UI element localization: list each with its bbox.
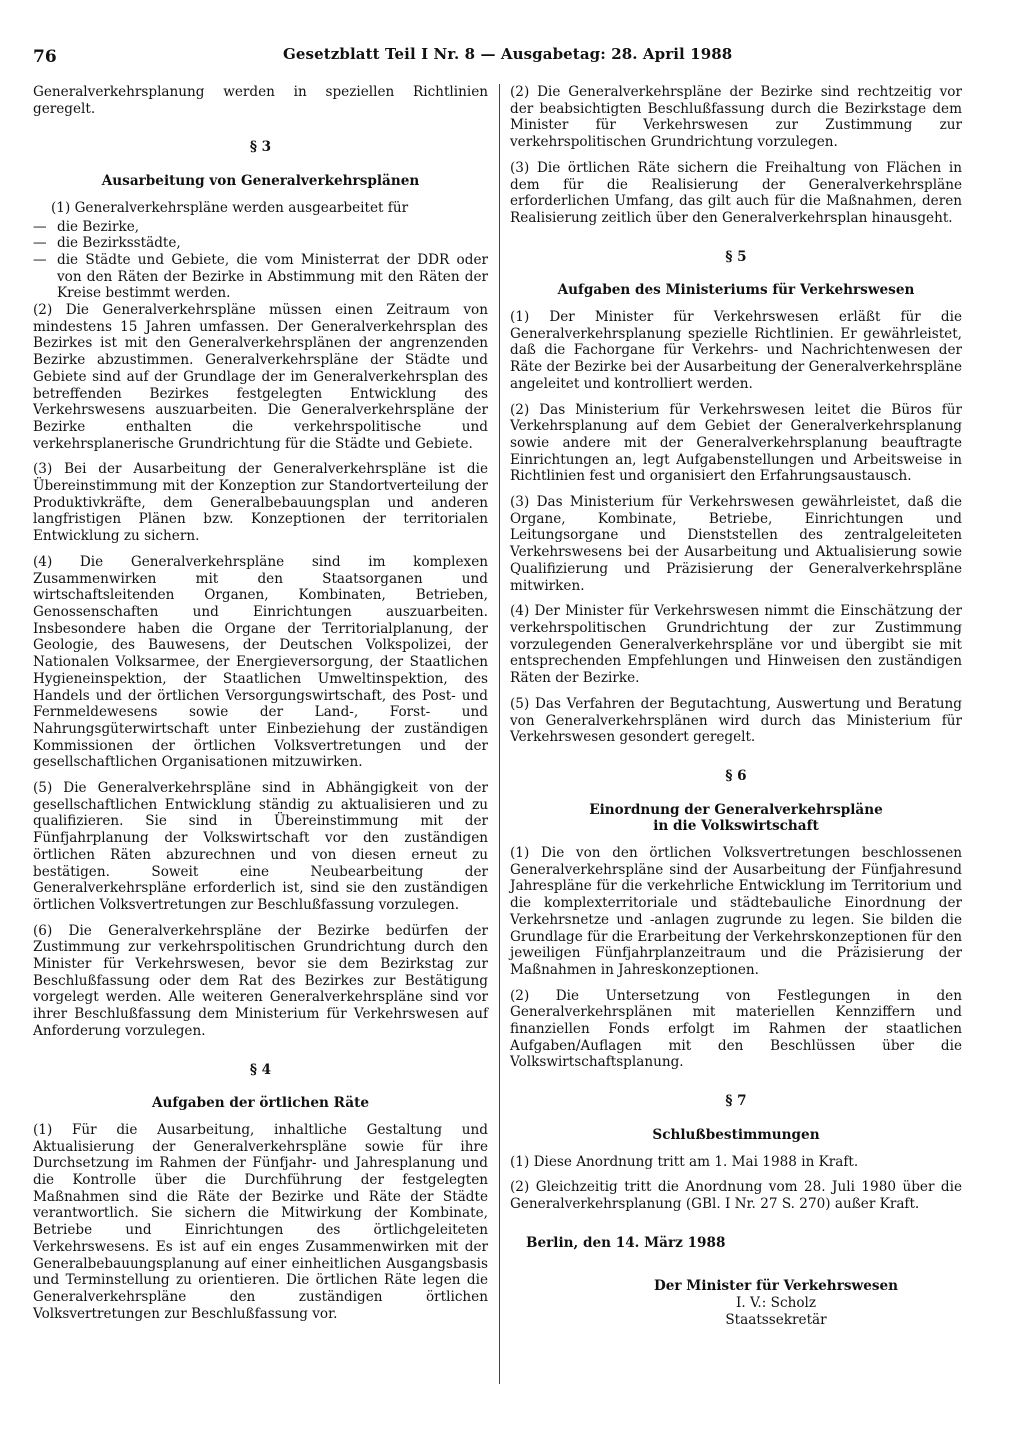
column-divider — [499, 84, 500, 1384]
page-header — [33, 43, 958, 67]
section-7-p1: (1) Diese Anordnung tritt am 1. Mai 1988 in Kraft. — [510, 1153, 859, 1170]
section-5-p2: (2) Das Ministerium für Verkehrswesen leitet die Büros für Verkehrsplanung auf dem Gebiet der Generalverkehrsplanung sowie andere mit der Generalverkehrsplanung beauftragte Einrichtungen an, legt Aufgabenstellungen und Arbeitsweise in Richtlinien fest und organisiert den Erfahrungsaustausch. — [510, 401, 962, 485]
dash-marker: — — [33, 235, 47, 252]
section-3-p6: (6) Die Generalverkehrspläne der Bezirke bedürfen der Zustimmung zur verkehrspolitischen Grundrichtung durch den Minister für Verkehrswesen, bevor sie dem Bezirkstag zur Beschlußfassung oder dem Rat des Bezirkes zur Bestätigung vorgelegt werden. Alle weiteren Generalverkehrspläne sind vor ihrer Beschlußfassung dem Ministerium für Verkehrswesen auf Anforderung vorzulegen. — [33, 922, 488, 1039]
section-4-p1: (1) Für die Ausarbeitung, inhaltliche Gestaltung und Aktualisierung der Generalverkehrspläne sowie für ihre Durchsetzung im Rahmen der Fünfjahr- und Jahresplanung und die Kontrolle über die Durchführung der festgelegten Maßnahmen sind die Räte der Bezirke und Räte der Städte verantwortlich. Sie sichern die Mitwirkung der Kombinate, Betriebe und Einrichtungen des örtlichgeleiteten Verkehrswesens. Es ist auf ein enges Zusammenwirken mit der Generalbebauungsplanung auf einer einheitlichen Ausgangsbasis und Terminstellung zu orientieren. Die örtlichen Räte legen die Generalverkehrspläne den zuständigen örtlichen Volksvertretungen zur Beschlußfassung vor. — [33, 1121, 488, 1322]
section-5-number: § 5 — [725, 248, 747, 265]
section-5-title: Aufgaben des Ministeriums für Verkehrswesen — [557, 282, 915, 299]
section-6-p1: (1) Die von den örtlichen Volksvertretungen beschlossenen Generalverkehrspläne sind der Ausarbeitung der Fünfjahresund Jahrespläne für die verkehrliche Entwicklung im Territorium und die komplexterritoriale und städtebauliche Einordnung der Verkehrsnetze und -anlagen zugrunde zu legen. Sie bilden die Grundlage für die Erarbeitung der Verkehrskonzeptionen für den jeweiligen Fünfjahrplanzeitraum und die Präzisierung der Maßnahmen in Jahreskonzeptionen. — [510, 845, 962, 978]
list-item: — die Bezirksstädte, — [33, 235, 181, 252]
section-7-title: Schlußbestimmungen — [652, 1126, 820, 1143]
place-and-date: Berlin, den 14. März 1988 — [526, 1234, 726, 1251]
signatory-name: I. V.: Scholz — [735, 1295, 817, 1312]
right-column — [510, 84, 962, 1328]
section-4-p3: (3) Die örtlichen Räte sichern die Freihaltung von Flächen in dem für die Realisierung der Generalverkehrspläne erforderlichen Umfang, das gilt auch für die Maßnahmen, deren Realisierung zeitlich über den Generalverkehrsplan hinausgeht. — [510, 159, 962, 226]
dash-marker: — — [33, 218, 47, 235]
page-number: 76 — [33, 47, 57, 67]
section-6-p2: (2) Die Untersetzung von Festlegungen in den Generalverkehrsplänen mit materiellen Kennziffern und finanziellen Fonds erfolgt im Rahmen der staatlichen Aufgaben/Auflagen mit den Beschlüssen über die Volkswirtschaftsplanung. — [510, 987, 962, 1071]
section-3-p4: (4) Die Generalverkehrspläne sind im komplexen Zusammenwirken mit den Staatsorganen und wirtschaftsleitenden Organen, Kombinaten, Betrieben, Genossenschaften und Einrichtungen auszuarbeiten. Insbesondere haben die Organe der Territorialplanung, der Geologie, des Bauwesens, der Deutschen Volkspolizei, der Nationalen Volksarmee, der Energieversorgung, der Staatlichen Hygieneinspektion, der Staatlichen Umweltinspektion, des Handels und der örtlichen Versorgungswirtschaft, des Post- und Fernmeldewesens sowie der Land-, Forst- und Nahrungsgüterwirtschaft unter Einbeziehung der zuständigen Kommissionen der örtlichen Volksvertretungen und der gesellschaftlichen Organisationen mitzuwirken. — [33, 553, 488, 771]
section-3-p3: (3) Bei der Ausarbeitung der Generalverkehrspläne ist die Übereinstimmung mit der Konzeption zur Standortverteilung der Produktivkräfte, dem Generalbebauungsplan und anderen langfristigen Plänen bzw. Konzeptionen der territorialen Entwicklung zu sichern. — [33, 461, 488, 545]
section-7-p2: (2) Gleichzeitig tritt die Anordnung vom 28. Juli 1980 über die Generalverkehrsplanung (GBl. I Nr. 27 S. 270) außer Kraft. — [510, 1179, 962, 1212]
section-3-p1-intro: (1) Generalverkehrspläne werden ausgearbeitet für — [51, 199, 409, 216]
section-6-number: § 6 — [725, 767, 747, 784]
section-4-number: § 4 — [249, 1061, 272, 1078]
section-5-p3: (3) Das Ministerium für Verkehrswesen gewährleistet, daß die Organe, Kombinate, Betriebe, Einrichtungen und Leitungsorgane und Dienststellen des zentralgeleiteten Verkehrswesens bei der Ausarbeitung und Aktualisierung sowie Qualifizierung und Präzisierung der Generalverkehrspläne mitwirken. — [510, 494, 962, 594]
section-4-p2: (2) Die Generalverkehrspläne der Bezirke sind rechtzeitig vor der beabsichtigten Beschlußfassung durch die Bezirkstage dem Minister für Verkehrswesen zur Zustimmung zur verkehrspolitischen Grundrichtung vorzulegen. — [510, 84, 962, 151]
running-head: Gesetzblatt Teil I Nr. 8 — Ausgabetag: 28. April 1988 — [283, 45, 733, 63]
list-item: — die Bezirke, — [33, 218, 140, 235]
dash-marker: — — [33, 251, 47, 268]
left-column — [33, 84, 488, 1331]
section-7-number: § 7 — [725, 1093, 747, 1110]
signatory-rank: Staatssekretär — [725, 1311, 827, 1328]
continuation-paragraph: Generalverkehrsplanung werden in speziellen Richtlinien geregelt. — [33, 84, 488, 117]
section-5-p4: (4) Der Minister für Verkehrswesen nimmt die Einschätzung der verkehrspolitischen Grundrichtung der zur Zustimmung vorzulegenden Generalverkehrspläne vor und übergibt sie mit entsprechenden Empfehlungen und Hinweisen den zuständigen Räten der Bezirke. — [510, 603, 962, 687]
section-3-title: Ausarbeitung von Generalverkehrsplänen — [101, 173, 420, 190]
section-6-title-line1: Einordnung der Generalverkehrspläne — [589, 801, 883, 818]
section-3-p5: (5) Die Generalverkehrspläne sind in Abhängigkeit von der gesellschaftlichen Entwicklung ständig zu aktualisieren und zu qualifizieren. Sie sind in Übereinstimmung mit der Fünfjahrplanung der Volkswirtschaft vor den zuständigen örtlichen Räten abzurechnen und von diesen erneut zu bestätigen. Soweit eine Neubearbeitung der Generalverkehrspläne erforderlich ist, sind sie den zuständigen örtlichen Volksvertretungen zur Beschlußfassung vorzulegen. — [33, 780, 488, 913]
section-6-title-line2: in die Volkswirtschaft — [653, 818, 819, 835]
list-item: — die Städte und Gebiete, die vom Ministerrat der DDR oder von den Räten der Bezirke in Abstimmung mit den Räten der Kreise bestimmt werden. — [33, 251, 488, 302]
section-3-number: § 3 — [249, 139, 272, 156]
section-5-p1: (1) Der Minister für Verkehrswesen erläßt für die Generalverkehrsplanung spezielle Richtlinien. Er gewährleistet, daß die Fachorgane für Verkehrs- und Nachrichtenwesen der Räte der Bezirke bei der Ausarbeitung der Generalverkehrspläne angeleitet und kontrolliert werden. — [510, 309, 962, 392]
section-5-p5: (5) Das Verfahren der Begutachtung, Auswertung und Beratung von Generalverkehrsplänen wird durch das Ministerium für Verkehrswesen gesondert geregelt. — [510, 695, 962, 746]
section-4-title: Aufgaben der örtlichen Räte — [151, 1095, 369, 1112]
signatory-title: Der Minister für Verkehrswesen — [653, 1278, 899, 1295]
section-3-p2: (2) Die Generalverkehrspläne müssen einen Zeitraum von mindestens 15 Jahren umfassen. Der Generalverkehrsplan des Bezirkes ist mit den Generalverkehrsplänen der angrenzenden Bezirke abzustimmen. Generalverkehrspläne der Städte und Gebiete sind auf der Grundlage der im Generalverkehrsplan des betreffenden Bezirkes festgelegten Entwicklung des Verkehrswesens auszuarbeiten. Die Generalverkehrspläne der Bezirke enthalten die verkehrspolitische und verkehrsplanerische Grundrichtung für die Städte und Gebiete. — [33, 302, 488, 452]
